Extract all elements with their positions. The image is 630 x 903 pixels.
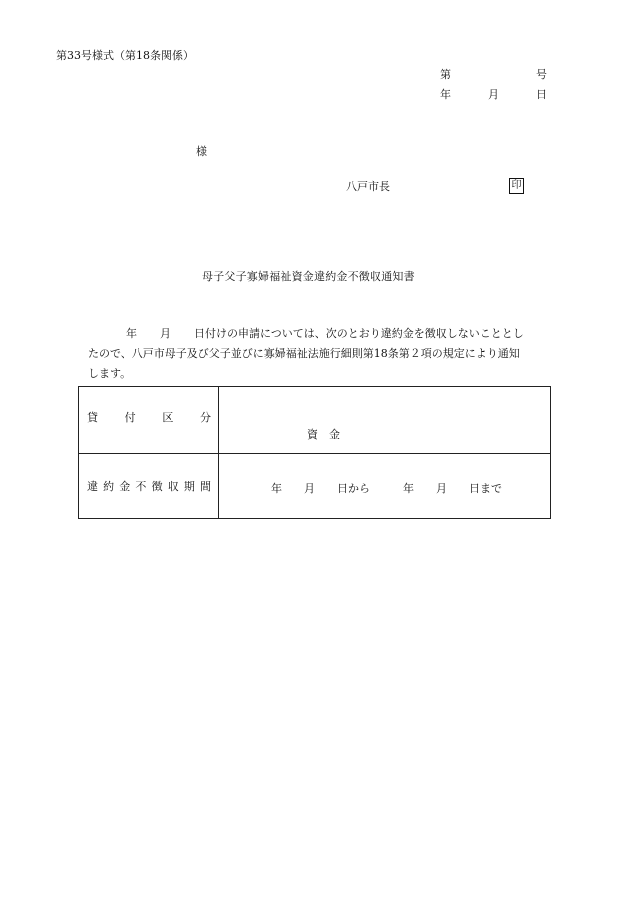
addressee-honorific: 様 [196, 145, 207, 158]
header-char: 約 [103, 480, 115, 493]
body-line-2: たので、八戸市母子及び父子並びに寡婦福祉法施行細則第18条第２項の規定により通知 [88, 347, 520, 360]
header-char: 間 [199, 480, 211, 493]
issuer-name: 八戸市長 [346, 180, 390, 193]
header-char: 付 [124, 411, 136, 424]
document-title: 母子父子寡婦福祉資金違約金不徴収通知書 [202, 270, 415, 283]
loan-info-table [78, 386, 551, 519]
header-char: 区 [162, 411, 174, 424]
waiver-period-header [87, 480, 211, 494]
header-char: 分 [199, 411, 211, 424]
header-char: 貸 [87, 411, 98, 424]
table-row-divider [79, 453, 550, 454]
date-year-label: 年 [440, 88, 451, 101]
body-paragraph [88, 324, 552, 384]
header-char: 違 [87, 480, 98, 493]
body-date-month: 月 [160, 327, 171, 340]
header-char: 徴 [151, 480, 163, 493]
table-column-divider [218, 387, 219, 518]
body-line-3: します。 [88, 367, 132, 380]
waiver-period-value: 年 月 日から 年 月 日まで [271, 482, 502, 495]
document-number-prefix: 第 [440, 68, 451, 81]
header-char: 収 [167, 480, 179, 493]
header-char: 不 [135, 480, 147, 493]
document-number-suffix: 号 [536, 68, 547, 81]
loan-category-value: 資 金 [307, 428, 340, 441]
header-char: 金 [119, 480, 131, 493]
date-month-label: 月 [488, 88, 499, 101]
loan-category-header [87, 411, 211, 425]
header-char: 期 [183, 480, 195, 493]
body-line-1 [88, 324, 552, 344]
seal-mark: 印 [509, 178, 524, 194]
body-date-year: 年 [126, 327, 137, 340]
date-day-label: 日 [536, 88, 547, 101]
body-line-1-text: 日付けの申請については、次のとおり違約金を徴収しないこととし [194, 327, 524, 340]
form-number: 第33号様式（第18条関係） [56, 49, 194, 62]
